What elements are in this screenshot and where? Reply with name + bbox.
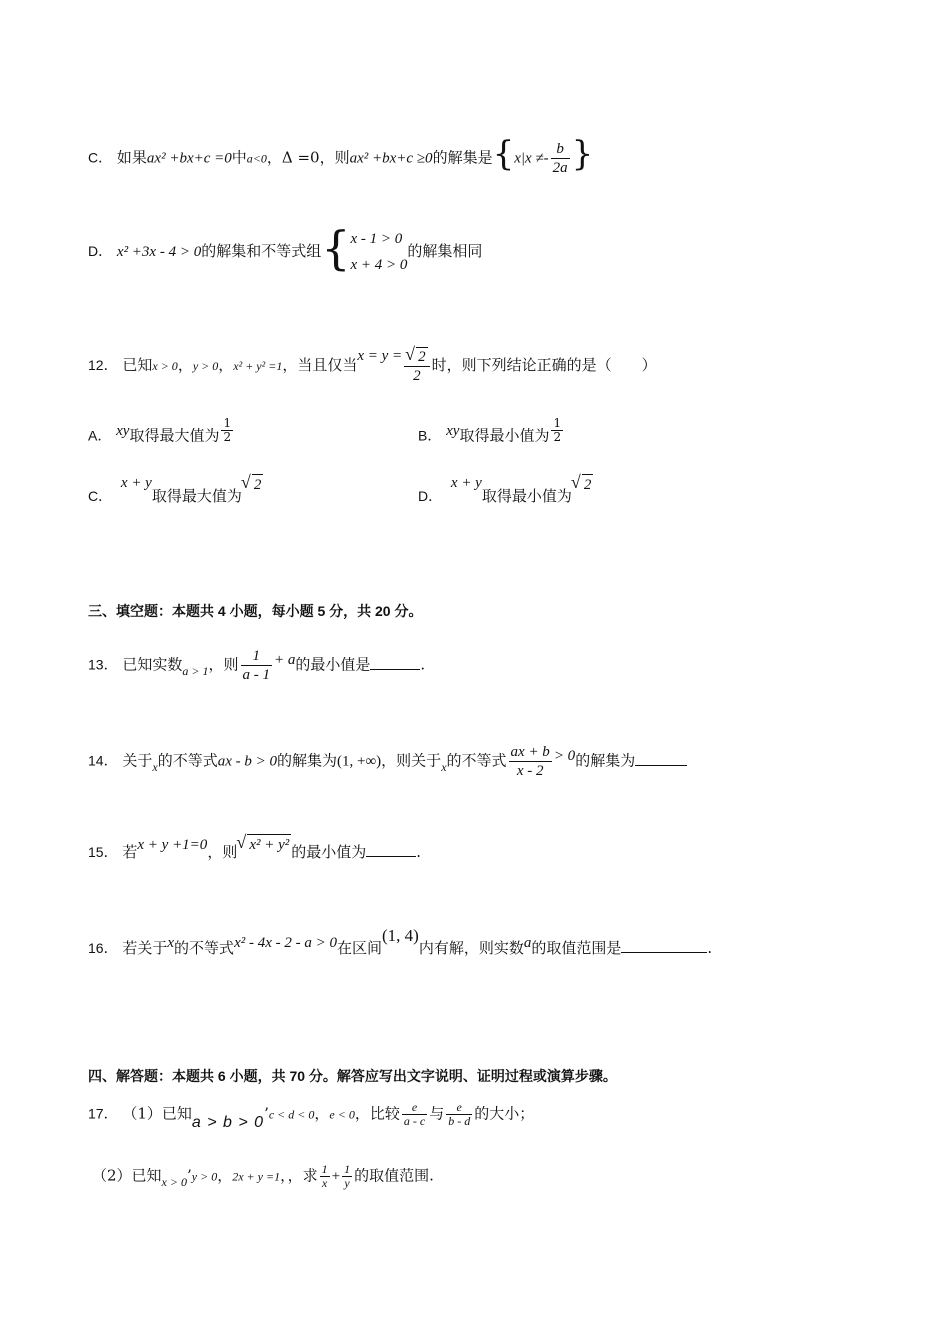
text: ，Δ =0，则 xyxy=(266,148,350,167)
text: 的解集为 xyxy=(277,751,338,770)
text: ’ xyxy=(186,1166,192,1185)
denominator: x - 2 xyxy=(509,761,552,780)
text: 关于 xyxy=(122,751,153,770)
text: 如果 xyxy=(116,148,147,167)
formula: xy xyxy=(116,422,130,439)
formula: y > 0 xyxy=(191,1169,218,1184)
text: 取得最大值为 xyxy=(151,487,242,505)
q13 xyxy=(88,647,425,684)
formula: (1, +∞) xyxy=(337,753,382,770)
denominator: a - c xyxy=(403,1114,426,1128)
formula: x + y xyxy=(450,475,482,491)
text: 已知实数 xyxy=(122,655,183,674)
text: 的最小值是 xyxy=(295,655,371,674)
fraction xyxy=(551,417,563,444)
text: ， xyxy=(314,1104,330,1123)
sqrt xyxy=(237,834,291,855)
fraction xyxy=(402,1101,427,1128)
q17-part-2 xyxy=(92,1163,434,1190)
numerator: 1 xyxy=(553,416,562,430)
plus-sign: + xyxy=(331,1168,341,1185)
text: 的解集相同 xyxy=(407,242,483,260)
inequality-system: { x - 1 > 0 x + 4 > 0 xyxy=(321,226,407,278)
solution-set: {x|x ≠- $\frac{b}{2a}$ } xyxy=(492,133,594,176)
text: 的不等式 xyxy=(174,939,235,957)
denominator: x xyxy=(320,1176,330,1190)
option-label: B． xyxy=(418,427,442,444)
fraction xyxy=(404,347,430,385)
option-label: C． xyxy=(88,488,113,504)
formula: x + y xyxy=(120,475,152,491)
numerator: 1 xyxy=(321,1162,328,1176)
text: 时，则下列结论正确的是（ ） xyxy=(431,356,657,374)
q12-option-d xyxy=(418,475,593,507)
formula: ax² +bx+c ≥0 xyxy=(349,150,433,167)
question-number: 15． xyxy=(88,844,118,860)
answer-blank[interactable] xyxy=(621,938,707,953)
sqrt xyxy=(406,347,428,366)
question-number: 13． xyxy=(88,656,118,673)
formula: a > 1 xyxy=(182,663,209,678)
text: 的取值范围. xyxy=(354,1166,434,1185)
denominator: a - 1 xyxy=(242,667,270,683)
formula: + a xyxy=(274,651,296,668)
text: 取得最小值为 xyxy=(481,487,572,505)
text: ，，求 xyxy=(280,1166,318,1185)
text: 的大小； xyxy=(474,1104,535,1123)
numerator: b xyxy=(556,141,564,157)
text: ， xyxy=(177,356,193,374)
question-number: 14． xyxy=(88,752,118,769)
fraction xyxy=(320,1163,330,1190)
numerator: ax + b xyxy=(510,744,550,760)
option-label: A． xyxy=(88,427,112,444)
answer-blank[interactable] xyxy=(370,655,420,670)
question-number: 12． xyxy=(88,357,118,373)
denominator: y xyxy=(342,1176,352,1190)
q12-option-a xyxy=(88,416,235,450)
numerator: 1 xyxy=(252,648,260,664)
q11-option-c xyxy=(88,133,594,177)
text: 取得最小值为 xyxy=(459,426,550,445)
text: 取得最大值为 xyxy=(129,426,220,445)
text: ’ xyxy=(264,1104,269,1123)
text: . xyxy=(416,843,422,861)
text: 的不等式 xyxy=(446,751,507,770)
formula: x xyxy=(152,759,158,774)
q16 xyxy=(88,926,713,959)
text: 内有解，则实数 xyxy=(418,939,524,957)
formula: c < d < 0 xyxy=(268,1107,315,1122)
text: 与 xyxy=(429,1104,445,1123)
text: ， xyxy=(217,1166,233,1185)
q12-stem xyxy=(88,347,657,385)
formula: a > b > 0 xyxy=(191,1113,265,1131)
question-number: 16． xyxy=(88,940,118,956)
denominator: b - d xyxy=(448,1114,471,1128)
radicand: 2 xyxy=(252,474,264,495)
formula: x = y = xyxy=(357,348,403,364)
text: ，比较 xyxy=(354,1104,400,1123)
formula: x² + y² =1 xyxy=(233,359,283,373)
q11-option-d xyxy=(88,221,483,278)
text: （2）已知 xyxy=(92,1166,162,1185)
sqrt xyxy=(242,474,264,495)
radicand: 2 xyxy=(582,474,594,495)
text: ，当且仅当 xyxy=(282,356,358,374)
fraction xyxy=(446,1101,472,1128)
text: 的不等式 xyxy=(157,751,218,770)
numerator: e xyxy=(456,1100,462,1114)
q14 xyxy=(88,743,687,780)
q12-option-b xyxy=(418,416,565,450)
text: 的最小值为 xyxy=(291,843,367,861)
radicand: 2 xyxy=(418,349,426,365)
text: （1）已知 xyxy=(122,1104,192,1123)
denominator: 2a xyxy=(552,160,568,176)
text: 的解集是 xyxy=(432,148,493,167)
fraction xyxy=(221,417,233,444)
text: ，则 xyxy=(208,655,239,674)
formula: (1, 4) xyxy=(382,926,419,945)
text: ，则 xyxy=(207,843,238,861)
fraction xyxy=(342,1163,352,1190)
text: 已知 xyxy=(122,356,153,374)
formula: 2x + y =1 xyxy=(232,1169,281,1184)
text: 的取值范围是 xyxy=(531,939,622,957)
formula: x² +3x - 4 > 0 xyxy=(116,244,202,260)
answer-blank[interactable] xyxy=(366,842,416,857)
text: . xyxy=(420,655,426,674)
formula: x + y +1=0 xyxy=(137,837,208,853)
denominator: 2 xyxy=(223,430,232,444)
formula: x² - 4x - 2 - a > 0 xyxy=(234,935,337,951)
q12-option-c xyxy=(88,475,263,507)
text: ， xyxy=(218,356,234,374)
formula: y > 0 xyxy=(192,359,219,373)
text: 若 xyxy=(122,843,138,861)
fraction xyxy=(509,743,552,780)
formula: ax - b > 0 xyxy=(217,753,277,770)
q15 xyxy=(88,837,422,863)
text: 中 xyxy=(231,148,247,167)
formula: a<0 xyxy=(246,151,267,166)
formula: x xyxy=(441,759,447,774)
section-4-heading: 四、解答题：本题共 6 小题，共 70 分。解答应写出文字说明、证明过程或演算步骤。 xyxy=(88,1068,617,1084)
q17-part-1 xyxy=(88,1100,535,1131)
sqrt xyxy=(572,474,594,495)
text: 的解集和不等式组 xyxy=(201,242,322,260)
text: ，则关于 xyxy=(381,751,442,770)
text: 在区间 xyxy=(336,939,382,957)
answer-blank[interactable] xyxy=(635,751,687,766)
formula: > 0 xyxy=(553,747,576,764)
denominator: 2 xyxy=(553,430,562,444)
fraction xyxy=(551,140,570,177)
set-condition: x|x ≠- xyxy=(514,150,549,167)
fraction xyxy=(241,647,273,684)
section-3-heading: 三、填空题：本题共 4 小题，每小题 5 分，共 20 分。 xyxy=(88,603,423,619)
formula: xy xyxy=(446,422,460,439)
formula: x > 0 xyxy=(152,359,178,373)
text: 若关于 xyxy=(122,939,168,957)
radicand: x² + y² xyxy=(247,834,291,855)
denominator: 2 xyxy=(404,366,430,385)
formula: x xyxy=(167,935,175,951)
numerator: 1 xyxy=(223,416,232,430)
numerator: 1 xyxy=(344,1162,351,1176)
system-row-2: x + 4 > 0 xyxy=(350,257,408,273)
option-label: D． xyxy=(88,243,113,259)
question-number: 17． xyxy=(88,1105,118,1122)
numerator: e xyxy=(411,1100,418,1114)
text: . xyxy=(707,939,713,957)
text: 的解集为 xyxy=(575,751,636,770)
formula: e < 0 xyxy=(329,1107,355,1122)
option-label: C． xyxy=(88,149,113,166)
system-row-1: x - 1 > 0 xyxy=(350,231,403,247)
formula: a xyxy=(523,935,532,951)
option-label: D． xyxy=(418,488,443,504)
formula: ax² +bx+c =0 xyxy=(146,150,232,167)
formula: x > 0 xyxy=(161,1174,187,1189)
